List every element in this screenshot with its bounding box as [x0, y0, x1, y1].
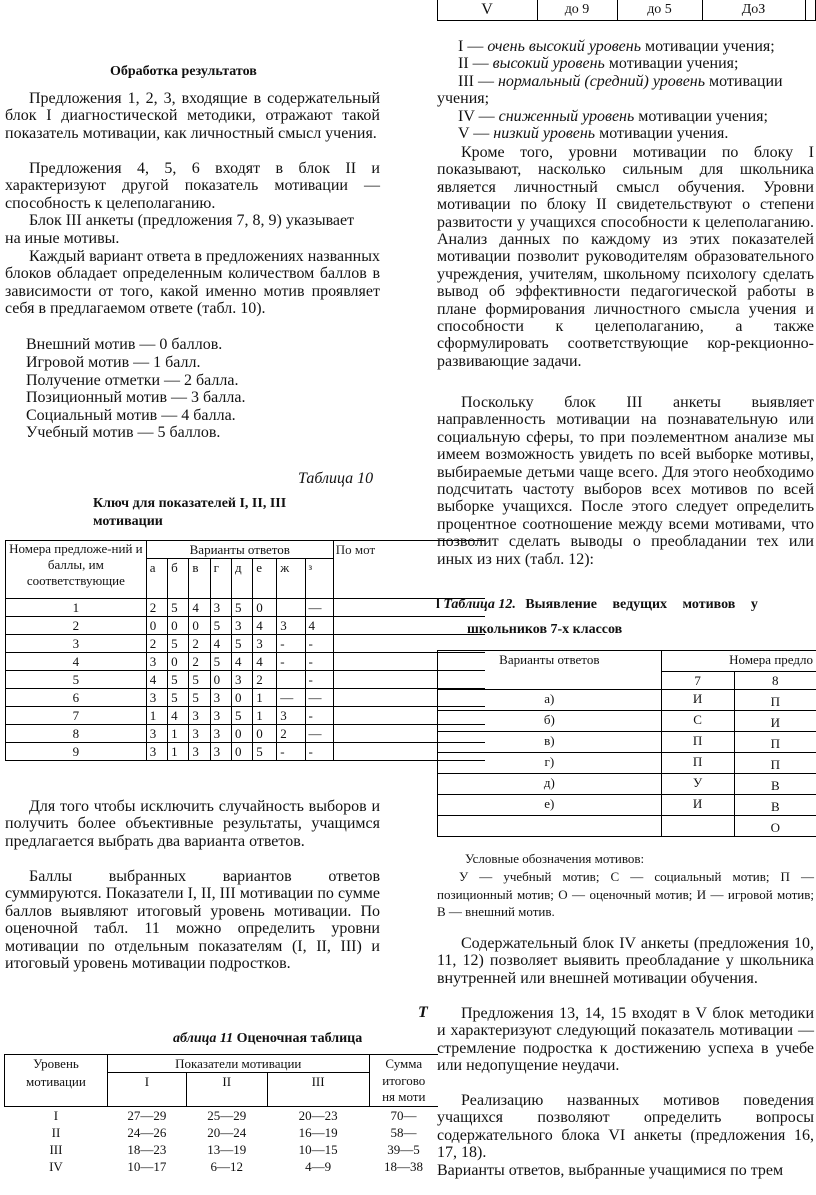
table-cell: до 9: [564, 2, 590, 17]
table-cell: 0: [146, 617, 167, 635]
table-cell: 6: [6, 689, 147, 707]
level-text: учения;: [437, 90, 490, 108]
section-heading: Обработка результатов: [110, 64, 257, 79]
table-cell: е): [438, 795, 662, 816]
header-cell: итогово: [382, 1072, 426, 1088]
motives-table: [437, 650, 816, 837]
table-cell: 4: [210, 635, 231, 653]
table-title: Оценочная таблица: [236, 1031, 363, 1046]
level-text: мотивации учения;: [638, 107, 768, 125]
table-cell: ДоЗ: [741, 2, 766, 17]
table-cell: И: [661, 795, 734, 816]
list-item: [458, 73, 816, 90]
paragraph: Кроме того, уровни мотивации по блоку I показывают, насколько сильным для школьника является личностный смысл обучения. Уровни мотивации по блоку II свидетельствуют о степени развитости у учащихся способности к целеполаганию. Анализ данных по каждому из этих показателей мотивации позволит руководителям образовательного учреждения, учителям, школьному психологу сделать вывод об эффективности педагогической работы в плане формирования личностного смысла учения и способности к целеполаганию, а также сформулировать соответствующие кор-рекционно-развивающие задачи.: [437, 144, 814, 370]
table-row: [438, 795, 816, 816]
level-text: мотивации учения;: [645, 38, 775, 55]
table-cell: 39—5: [387, 1142, 420, 1157]
table-cell: С: [661, 711, 734, 732]
table-cell: П: [661, 753, 734, 774]
table-cell: В: [734, 795, 816, 816]
header-cell: [305, 559, 333, 599]
table-cell: 5: [168, 689, 189, 707]
table-cell: 13—19: [207, 1142, 247, 1157]
table-cell: П: [734, 753, 816, 774]
table-row: [6, 743, 486, 761]
table-cell: 0: [253, 725, 277, 743]
table-label: аблица 11: [173, 1031, 234, 1046]
table-cell: 4: [189, 599, 210, 617]
table-cell: -: [305, 671, 333, 689]
paragraph: Каждый вариант ответа в предложениях названных блоков обладает определенным количеством баллов в зависимости от того, какой именно мотив проявляет себя в предлагаемом ответе (табл. 10).: [5, 248, 380, 318]
table-row: [6, 599, 486, 617]
table-cell: 3: [189, 725, 210, 743]
table-cell: 24—26: [127, 1125, 167, 1140]
table-cell: 70—: [390, 1108, 417, 1123]
evaluation-table: [4, 1054, 438, 1175]
header-cell: 7: [661, 672, 734, 690]
list-item: [437, 90, 816, 107]
table-cell: 3: [210, 599, 231, 617]
table-cell: 4: [6, 653, 147, 671]
table-row: [6, 707, 486, 725]
paragraph: Блок III анкеты (предложения 7, 8, 9) указывает: [29, 212, 355, 229]
header-cell: Сумма: [369, 1055, 438, 1073]
level-number: III —: [458, 72, 494, 90]
table-cell: 0: [231, 725, 252, 743]
table-cell: 1: [253, 707, 277, 725]
table-cell: в): [438, 732, 662, 753]
table-cell: 1: [6, 599, 147, 617]
table-row: [5, 1158, 439, 1175]
table-cell: 3: [277, 707, 305, 725]
list-item: Социальный мотив — 4 балла.: [26, 407, 236, 424]
table-cell: 3: [231, 671, 252, 689]
paragraph: Реализацию названных мотивов поведения учащихся позволяют определить вопросы содержательного блока VI анкеты (предложения 16, 17, 18).: [437, 1092, 814, 1162]
list-item: [458, 55, 816, 72]
table-cell: 3: [146, 743, 167, 761]
table-cell: 2: [189, 635, 210, 653]
table-cell: 3: [210, 725, 231, 743]
table-cell: 2: [189, 653, 210, 671]
table-cell: 5: [210, 617, 231, 635]
table-cell: 3: [210, 689, 231, 707]
table-cell: 5: [210, 653, 231, 671]
table-cell: 25—29: [207, 1108, 247, 1123]
header-cell: мотивации: [5, 1073, 108, 1107]
table-row: [5, 1141, 439, 1158]
paragraph: Предложения 1, 2, 3, входящие в содержательный блок I диагностической методики, отражают такой показатель мотивации, как личностный смысл учения.: [5, 90, 380, 142]
header-cell: ня моти: [382, 1088, 426, 1104]
table-cell: V: [481, 1, 493, 18]
table-cell: 5: [168, 599, 189, 617]
table-cell: 3: [210, 743, 231, 761]
paragraph: Баллы выбранных вариантов ответов суммируются. Показатели I, II, III мотивации по сумме баллов выявляют итоговый уровень мотивации. По оценочной табл. 11 можно определить уровни мотивации по отдельным показателям (I, II, III) и итоговый уровень мотивации подростков.: [5, 868, 380, 973]
table-label: [173, 1030, 362, 1047]
table-cell: III: [49, 1142, 63, 1157]
table-cell: 16—19: [298, 1125, 338, 1140]
table-cell: 2: [146, 635, 167, 653]
table-title: мотивации: [93, 514, 163, 529]
table-cell: г): [438, 753, 662, 774]
table-cell: И: [734, 711, 816, 732]
table-cell: 2: [253, 671, 277, 689]
table-cell: О: [734, 816, 816, 837]
list-item: Игровой мотив — 1 балл.: [26, 354, 201, 371]
key-table: [5, 540, 485, 761]
table-cell: 2: [277, 725, 305, 743]
table-cell: -: [305, 635, 333, 653]
table-row: [438, 711, 816, 732]
table-cell: 4: [146, 671, 167, 689]
level-number: II —: [458, 55, 489, 73]
table-cell: 3: [146, 653, 167, 671]
list-item: [458, 38, 816, 55]
table-label: Т: [418, 1004, 428, 1021]
paragraph: Для того чтобы исключить случайность выборов и получить более объективные результаты, учащимся предлагается выбрать два варианта ответов.: [5, 798, 380, 850]
level-text: мотивации: [709, 72, 783, 90]
level-text: мотивации учения.: [599, 125, 729, 143]
table-cell: —: [305, 599, 333, 617]
table-cell: [277, 599, 305, 617]
list-item: Учебный мотив — 5 баллов.: [26, 424, 221, 441]
table-cell: 4—9: [305, 1159, 332, 1174]
table-cell: 0: [231, 689, 252, 707]
header-cell: [369, 1073, 438, 1107]
table-cell: II: [51, 1125, 61, 1140]
table-cell: 20—24: [207, 1125, 247, 1140]
table-cell: до 5: [647, 2, 672, 17]
table-cell: 5: [231, 599, 252, 617]
table-cell: 3: [6, 635, 147, 653]
table-row: [5, 1124, 439, 1141]
header-cell: Показатели мотивации: [107, 1055, 369, 1073]
table-cell: 5: [253, 743, 277, 761]
table-cell: 5: [168, 635, 189, 653]
level-name: нормальный (средний) уровень: [497, 72, 706, 90]
table-cell: -: [305, 743, 333, 761]
header-cell: з: [308, 562, 313, 572]
table-cell: 3: [189, 743, 210, 761]
table-row: [5, 1107, 439, 1125]
table-row: [6, 725, 486, 743]
table-cell: [333, 617, 485, 635]
table-cell: [438, 816, 662, 837]
table-row: [438, 732, 816, 753]
level-name: высокий уровень: [492, 55, 605, 73]
table-cell: 5: [189, 671, 210, 689]
paragraph: на иные мотивы.: [5, 230, 120, 247]
table-cell: 5: [231, 707, 252, 725]
paragraph: Содержательный блок IV анкеты (предложения 10, 11, 12) позволяет выявить преобладание у школьника внутренней или внешней мотивации обучения.: [437, 935, 814, 987]
table-cell: -: [305, 653, 333, 671]
table-cell: В: [734, 774, 816, 795]
table-caption: l Таблица 12. Выявление ведущих мотивов у: [436, 597, 758, 612]
table-cell: 3: [253, 635, 277, 653]
table-row: [438, 816, 816, 837]
table-cell: 0: [168, 617, 189, 635]
table-cell: 0: [253, 599, 277, 617]
header-cell: д: [231, 559, 252, 599]
table-cell: 3: [189, 707, 210, 725]
table-cell: 3: [277, 617, 305, 635]
table-cell: —: [305, 689, 333, 707]
table-cell: 1: [168, 743, 189, 761]
table-cell: И: [661, 690, 734, 711]
table-cell: 2: [6, 617, 147, 635]
header-cell: I: [107, 1073, 186, 1107]
table-cell: 0: [189, 617, 210, 635]
table-cell: 4: [168, 707, 189, 725]
table-cell: 4: [253, 617, 277, 635]
header-cell: 8: [734, 672, 816, 690]
table-cell: а): [438, 690, 662, 711]
header-cell: II: [186, 1073, 267, 1107]
header-cell: III: [267, 1073, 369, 1107]
legend-title: Условные обозначения мотивов:: [465, 851, 645, 866]
table-row: [438, 753, 816, 774]
table-row: [6, 689, 486, 707]
table-cell: 18—23: [127, 1142, 167, 1157]
table-cell: -: [277, 653, 305, 671]
paragraph: Предложения 4, 5, 6 входят в блок II и характеризуют другой показатель мотивации — способность к целеполаганию.: [5, 160, 380, 212]
level-name: низкий уровень: [493, 125, 596, 143]
table-cell: —: [305, 725, 333, 743]
table-cell: [277, 671, 305, 689]
table-cell: I: [53, 1108, 59, 1123]
header-cell: б: [168, 559, 189, 599]
table-row: [6, 635, 486, 653]
table-cell: 0: [210, 671, 231, 689]
table-label: Таблица 10: [298, 470, 374, 487]
table-cell: П: [734, 690, 816, 711]
table-cell: 3: [231, 617, 252, 635]
table-cell: 18—38: [384, 1159, 423, 1174]
table-cell: б): [438, 711, 662, 732]
header-cell: г: [210, 559, 231, 599]
header-cell: е: [253, 559, 277, 599]
list-item: [458, 125, 816, 142]
table-cell: -: [277, 635, 305, 653]
table-cell: П: [734, 732, 816, 753]
table-cell: 10—17: [127, 1159, 167, 1174]
table-title: школьников 7-х классов: [467, 622, 623, 637]
table-cell: 6—12: [210, 1159, 243, 1174]
table-cell: 20—23: [298, 1108, 338, 1123]
list-item: [458, 108, 816, 125]
table-cell: 5: [189, 689, 210, 707]
table-cell: 5: [168, 671, 189, 689]
level-text: мотивации учения;: [608, 55, 739, 73]
header-cell: Варианты ответов: [438, 651, 662, 690]
top-table-fragment: [437, 0, 816, 22]
table-cell: IV: [49, 1159, 63, 1174]
list-item: Получение отметки — 2 балла.: [26, 372, 239, 389]
table-row: [6, 653, 486, 671]
table-cell: -: [305, 707, 333, 725]
table-cell: 5: [6, 671, 147, 689]
level-number: IV —: [458, 107, 495, 125]
table-cell: 4: [305, 617, 333, 635]
table-cell: П: [661, 732, 734, 753]
table-cell: 0: [231, 743, 252, 761]
table-cell: [661, 816, 734, 837]
table-cell: д): [438, 774, 662, 795]
table-cell: 4: [253, 653, 277, 671]
table-cell: 1: [146, 707, 167, 725]
table-cell: 8: [6, 725, 147, 743]
table-cell: 7: [6, 707, 147, 725]
table-title: Выявление ведущих мотивов у: [525, 597, 758, 612]
table-row: [6, 671, 486, 689]
table-cell: У: [661, 774, 734, 795]
legend-text: У — учебный мотив; С — социальный мотив; П — позиционный мотив; О — оценочный мотив; И — игровой мотив; В — внешний мотив.: [437, 869, 814, 919]
header-cell: в: [189, 559, 210, 599]
levels-list: [437, 38, 816, 143]
table-cell: -: [277, 743, 305, 761]
header-cell: а: [146, 559, 167, 599]
table-row: [6, 617, 486, 635]
paragraph: Поскольку блок III анкеты выявляет направленность мотивации на познавательную или социальную сферы, то при поэлементном анализе мы имеем возможность увидеть по всей выборке мотивы, выбираемые детьми чаще всего. Для этого необходимо подсчитать частоту выборов всех мотивов по всей выборке учащихся. После этого следует определить процентное соотношение между всеми мотивами, что позволит сделать выводы о преобладании тех или иных из них (табл. 12):: [437, 394, 814, 568]
paragraph: Предложения 13, 14, 15 входят в V блок методики и характеризуют следующий показатель мотивации — стремление подростка к достижению успеха в учебе или недопущение неудачи.: [437, 1005, 814, 1075]
list-item: Позиционный мотив — 3 балла.: [26, 389, 246, 406]
header-cell: Уровень: [5, 1055, 108, 1073]
level-name: сниженный уровень: [498, 107, 635, 125]
table-cell: 3: [210, 707, 231, 725]
header-cell: По мот: [333, 541, 485, 599]
table-cell: 0: [168, 653, 189, 671]
table-cell: 1: [168, 725, 189, 743]
table-cell: 2: [146, 599, 167, 617]
table-cell: 9: [6, 743, 147, 761]
table-cell: —: [277, 689, 305, 707]
table-row: [438, 690, 816, 711]
table-cell: 3: [146, 689, 167, 707]
table-cell: 3: [146, 725, 167, 743]
level-number: I —: [458, 38, 484, 55]
header-cell: ж: [277, 559, 305, 599]
header-cell: Номера предложе-ний и баллы, им соответствующие: [6, 541, 147, 599]
table-cell: 4: [231, 653, 252, 671]
table-row: [438, 774, 816, 795]
header-cell: Варианты ответов: [146, 541, 333, 559]
table-cell: 10—15: [298, 1142, 338, 1157]
paragraph: Варианты ответов, выбранные учащимися по трем: [437, 1162, 784, 1179]
level-number: V —: [458, 125, 490, 143]
table-label: Таблица 12.: [443, 597, 516, 612]
level-name: очень высокий уровень: [487, 38, 641, 55]
table-cell: 58—: [390, 1125, 417, 1140]
table-cell: 27—29: [127, 1108, 167, 1123]
table-cell: 5: [231, 635, 252, 653]
table-cell: 1: [253, 689, 277, 707]
header-cell: Номера предло: [661, 651, 816, 672]
table-title: Ключ для показателей I, II, III: [93, 496, 287, 511]
list-item: Внешний мотив — 0 баллов.: [26, 336, 223, 353]
